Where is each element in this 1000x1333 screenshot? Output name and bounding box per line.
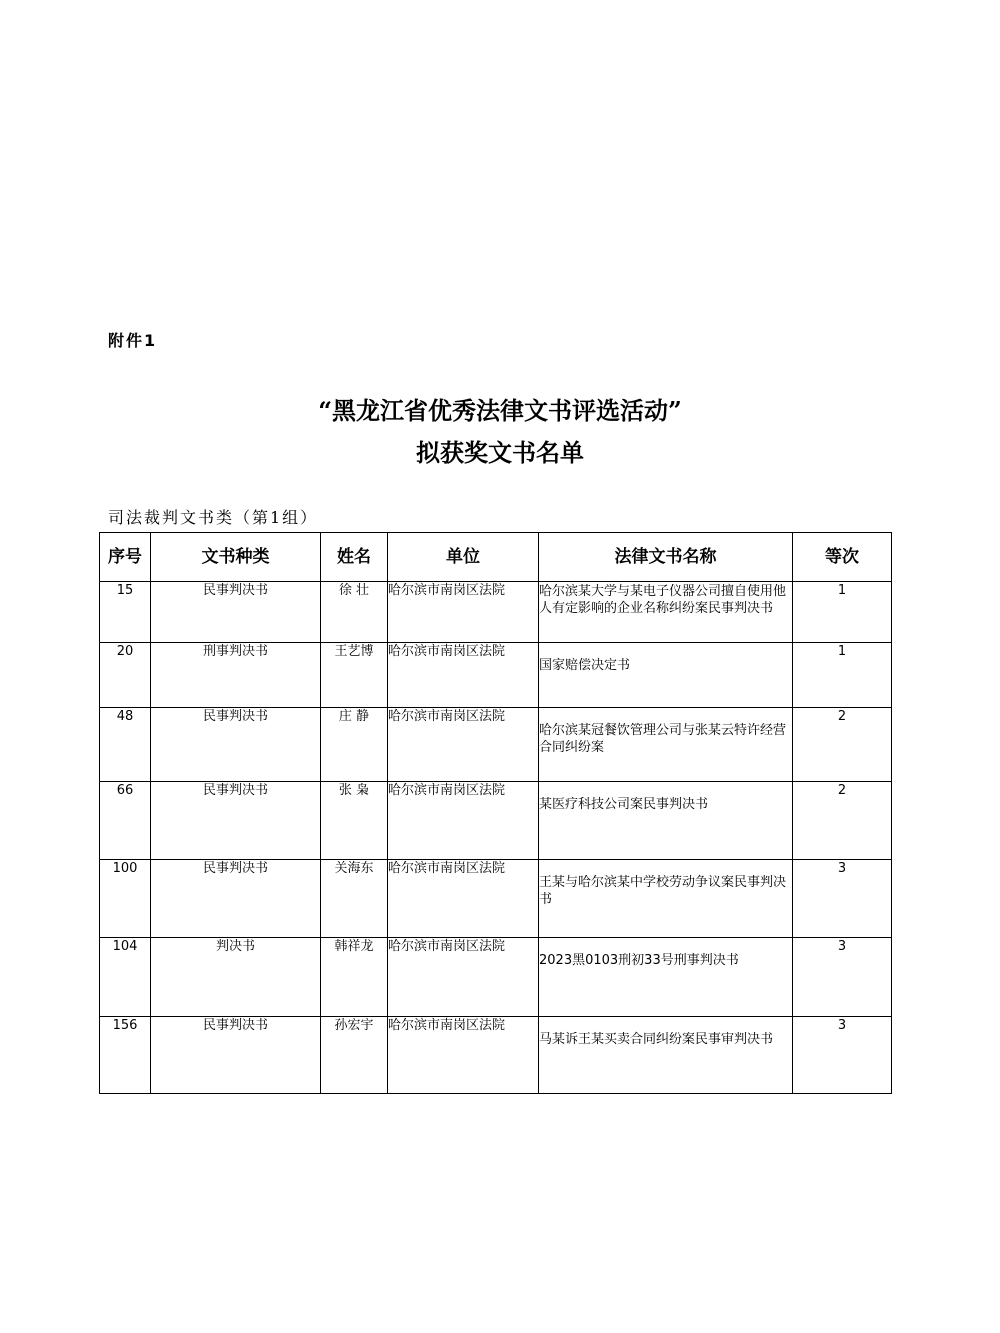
header-rank: 等次 [793,533,892,582]
cell-rank: 3 [793,860,892,938]
table-row [100,582,892,643]
cell-no: 48 [100,708,151,782]
cell-rank: 3 [793,938,892,1017]
header-no: 序号 [100,533,151,582]
cell-title: 马某诉王某买卖合同纠纷案民事审判决书 [539,1017,793,1094]
cell-type: 民事判决书 [151,1017,321,1094]
awards-table [99,532,892,1094]
cell-unit: 哈尔滨市南岗区法院 [388,1017,539,1094]
cell-unit: 哈尔滨市南岗区法院 [388,643,539,708]
cell-title: 某医疗科技公司案民事判决书 [539,782,793,860]
attachment-label: 附件1 [108,331,158,350]
document-subtitle: 拟获奖文书名单 [416,438,584,467]
cell-rank: 2 [793,708,892,782]
cell-type: 民事判决书 [151,860,321,938]
document-title: “黑龙江省优秀法律文书评选活动” [318,396,682,425]
cell-name: 张 枭 [321,782,388,860]
table-row [100,938,892,1017]
cell-type: 民事判决书 [151,782,321,860]
cell-name: 徐 壮 [321,582,388,643]
cell-name: 关海东 [321,860,388,938]
table-row [100,860,892,938]
table-row [100,782,892,860]
cell-no: 156 [100,1017,151,1094]
header-unit: 单位 [388,533,539,582]
cell-type: 刑事判决书 [151,643,321,708]
table-row [100,643,892,708]
header-title: 法律文书名称 [539,533,793,582]
table-row [100,708,892,782]
cell-unit: 哈尔滨市南岗区法院 [388,582,539,643]
cell-no: 15 [100,582,151,643]
cell-no: 20 [100,643,151,708]
cell-no: 104 [100,938,151,1017]
cell-type: 判决书 [151,938,321,1017]
category-label: 司法裁判文书类（第1组） [108,508,319,527]
cell-name: 孙宏宇 [321,1017,388,1094]
cell-rank: 2 [793,782,892,860]
table-header-row [100,533,892,582]
cell-no: 66 [100,782,151,860]
cell-rank: 3 [793,1017,892,1094]
cell-unit: 哈尔滨市南岗区法院 [388,708,539,782]
cell-name: 庄 静 [321,708,388,782]
cell-rank: 1 [793,582,892,643]
cell-unit: 哈尔滨市南岗区法院 [388,938,539,1017]
cell-name: 韩祥龙 [321,938,388,1017]
cell-type: 民事判决书 [151,708,321,782]
cell-type: 民事判决书 [151,582,321,643]
cell-title: 哈尔滨某冠餐饮管理公司与张某云特许经营合同纠纷案 [539,708,793,782]
header-type: 文书种类 [151,533,321,582]
cell-title: 国家赔偿决定书 [539,643,793,708]
cell-title: 王某与哈尔滨某中学校劳动争议案民事判决书 [539,860,793,938]
cell-unit: 哈尔滨市南岗区法院 [388,782,539,860]
cell-title: 2023黑0103刑初33号刑事判决书 [539,938,793,1017]
cell-no: 100 [100,860,151,938]
cell-unit: 哈尔滨市南岗区法院 [388,860,539,938]
cell-title: 哈尔滨某大学与某电子仪器公司擅自使用他人有定影响的企业名称纠纷案民事判决书 [539,582,793,643]
header-name: 姓名 [321,533,388,582]
cell-rank: 1 [793,643,892,708]
table-row [100,1017,892,1094]
cell-name: 王艺博 [321,643,388,708]
